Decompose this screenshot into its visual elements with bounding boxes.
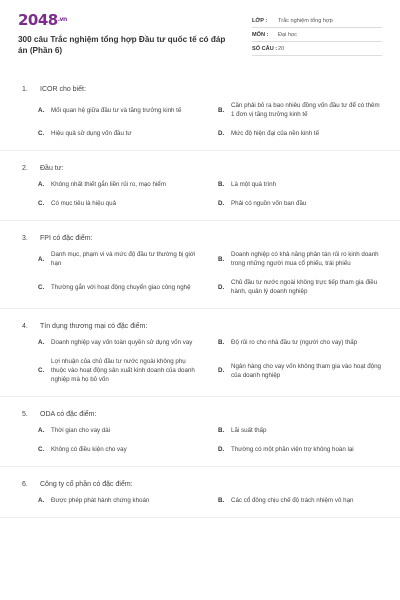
answer-options [18, 496, 382, 505]
answer-option[interactable] [218, 496, 390, 505]
question-number: 5. [22, 411, 28, 418]
option-letter: A. [38, 181, 45, 188]
option-letter: D. [218, 446, 225, 453]
option-text: Mối quan hệ giữa đầu tư và tăng trưởng kinh tế [51, 106, 182, 114]
meta-row-subject [252, 28, 382, 42]
question-number: 3. [22, 235, 28, 242]
answer-option[interactable] [38, 129, 210, 138]
question-text: Tín dụng thương mại có đặc điểm: [40, 323, 148, 330]
question-number: 2. [22, 165, 28, 172]
answer-option[interactable] [38, 278, 210, 296]
option-text: Cần phải bỏ ra bao nhiêu đồng vốn đầu tư để có thêm 1 đơn vị tăng trưởng kinh tế [231, 102, 380, 118]
answer-options [18, 338, 382, 384]
meta-value: Trắc nghiệm tổng hợp [278, 17, 333, 24]
question-divider [0, 396, 400, 397]
question-header [18, 411, 382, 418]
question-number: 1. [22, 86, 28, 93]
meta-table [252, 14, 382, 72]
option-text: Chủ đầu tư nước ngoài không trực tiếp tham gia điều hành, quản lý doanh nghiệp [231, 279, 378, 295]
question-block [18, 481, 382, 518]
question-block [18, 86, 382, 151]
question-text: Công ty cổ phần có đặc điểm: [40, 481, 133, 488]
option-letter: C. [38, 200, 45, 207]
answer-option[interactable] [218, 445, 390, 454]
option-letter: A. [38, 427, 45, 434]
option-letter: C. [38, 367, 45, 374]
question-block [18, 323, 382, 397]
question-divider [0, 150, 400, 151]
option-letter: B. [218, 497, 225, 504]
answer-options [18, 180, 382, 208]
answer-option[interactable] [38, 199, 210, 208]
answer-option[interactable] [218, 278, 390, 296]
meta-row-class [252, 14, 382, 28]
option-text: Độ rủi ro cho nhà đầu tư (người cho vay) thấp [231, 339, 358, 346]
question-header [18, 86, 382, 93]
meta-key: MÔN : [252, 31, 269, 38]
answer-option[interactable] [38, 426, 210, 435]
answer-option[interactable] [38, 357, 210, 384]
logo-text: 2048 [18, 11, 58, 29]
page-header [18, 10, 382, 72]
question-block [18, 411, 382, 467]
option-text: Thường có một phần viện trợ không hoàn lại [231, 446, 354, 453]
answer-option[interactable] [218, 250, 390, 268]
question-list [18, 86, 382, 518]
option-text: Hiệu quả sử dụng vốn đầu tư [51, 130, 132, 137]
option-text: Được phép phát hành chứng khoán [51, 497, 150, 504]
option-letter: B. [218, 181, 225, 188]
question-divider [0, 308, 400, 309]
logo-tld: .vn [57, 16, 67, 23]
option-letter: C. [38, 130, 45, 137]
brand-block [18, 10, 233, 72]
answer-option[interactable] [38, 180, 210, 189]
option-letter: B. [218, 427, 225, 434]
question-header [18, 323, 382, 330]
answer-option[interactable] [38, 338, 210, 347]
question-text: FPI có đặc điểm: [40, 235, 93, 242]
option-text: Thường gắn với hoạt động chuyển giao công nghệ [51, 283, 191, 291]
answer-option[interactable] [218, 338, 390, 347]
answer-option[interactable] [38, 445, 210, 454]
meta-row-count [252, 42, 382, 56]
answer-option[interactable] [218, 426, 390, 435]
answer-option[interactable] [218, 129, 390, 138]
answer-options [18, 250, 382, 296]
option-text: Không có điều kiện cho vay [51, 446, 127, 453]
answer-option[interactable] [38, 250, 210, 268]
site-logo[interactable] [18, 12, 233, 28]
answer-options [18, 101, 382, 138]
option-text: Lợi nhuận của chủ đầu tư nước ngoài không phụ thuộc vào hoạt động sản xuất kinh doanh của doanh nghiệp mà họ bỏ vốn [51, 358, 195, 383]
option-text: Thời gian cho vay dài [51, 427, 111, 434]
meta-key: SỐ CÂU : [252, 45, 278, 52]
option-letter: A. [38, 339, 45, 346]
question-header [18, 165, 382, 172]
question-header [18, 235, 382, 242]
answer-option[interactable] [218, 357, 390, 384]
option-text: Lãi suất thấp [231, 427, 267, 434]
question-divider [0, 517, 400, 518]
answer-option[interactable] [218, 101, 390, 119]
answer-option[interactable] [38, 101, 210, 119]
option-text: Có mục tiêu là hiệu quả [51, 200, 117, 207]
question-number: 4. [22, 323, 28, 330]
option-text: Danh mục, phạm vi và mức độ đầu tư thường bị giới hạn [51, 251, 196, 267]
meta-value: 20 [278, 45, 285, 52]
option-text: Không nhất thiết gắn liền rủi ro, mạo hiểm [51, 181, 166, 188]
option-letter: B. [218, 106, 225, 114]
option-text: Ngân hàng cho vay vốn không tham gia vào hoạt động của doanh nghiệp [231, 362, 381, 379]
answer-option[interactable] [218, 199, 390, 208]
answer-option[interactable] [38, 496, 210, 505]
question-divider [0, 466, 400, 467]
question-text: Đầu tư: [40, 165, 64, 172]
option-letter: A. [38, 106, 45, 114]
option-text: Doanh nghiệp vay vốn toàn quyền sử dụng vốn vay [51, 339, 193, 346]
meta-value: Đại học [278, 31, 297, 38]
option-text: Mức độ hiện đại của nền kinh tế [231, 130, 320, 137]
question-header [18, 481, 382, 488]
option-letter: C. [38, 283, 45, 291]
option-text: Phải có nguồn vốn ban đầu [231, 200, 307, 207]
option-letter: D. [218, 367, 225, 374]
question-text: ICOR cho biết: [40, 86, 86, 93]
answer-options [18, 426, 382, 454]
option-letter: A. [38, 497, 45, 504]
option-letter: C. [38, 446, 45, 453]
option-letter: D. [218, 283, 225, 291]
question-block [18, 235, 382, 309]
option-letter: D. [218, 200, 225, 207]
meta-key: LỚP : [252, 17, 268, 24]
option-text: Là một quá trình [231, 181, 277, 188]
question-text: ODA có đặc điểm: [40, 411, 97, 418]
question-block [18, 165, 382, 221]
option-letter: B. [218, 255, 225, 263]
option-letter: D. [218, 130, 225, 137]
option-text: Doanh nghiệp có khả năng phân tán rủi ro kinh doanh trong những người mua cổ phiếu, trái phiếu [231, 251, 379, 267]
answer-option[interactable] [218, 180, 390, 189]
option-letter: B. [218, 339, 225, 346]
option-text: Các cổ đông chịu chế độ trách nhiệm vô hạn [231, 497, 354, 504]
option-letter: A. [38, 255, 45, 263]
question-number: 6. [22, 481, 28, 488]
question-divider [0, 220, 400, 221]
document-title: 300 câu Trắc nghiệm tổng hợp Đầu tư quốc tế có đáp án (Phần 6) [18, 35, 226, 55]
